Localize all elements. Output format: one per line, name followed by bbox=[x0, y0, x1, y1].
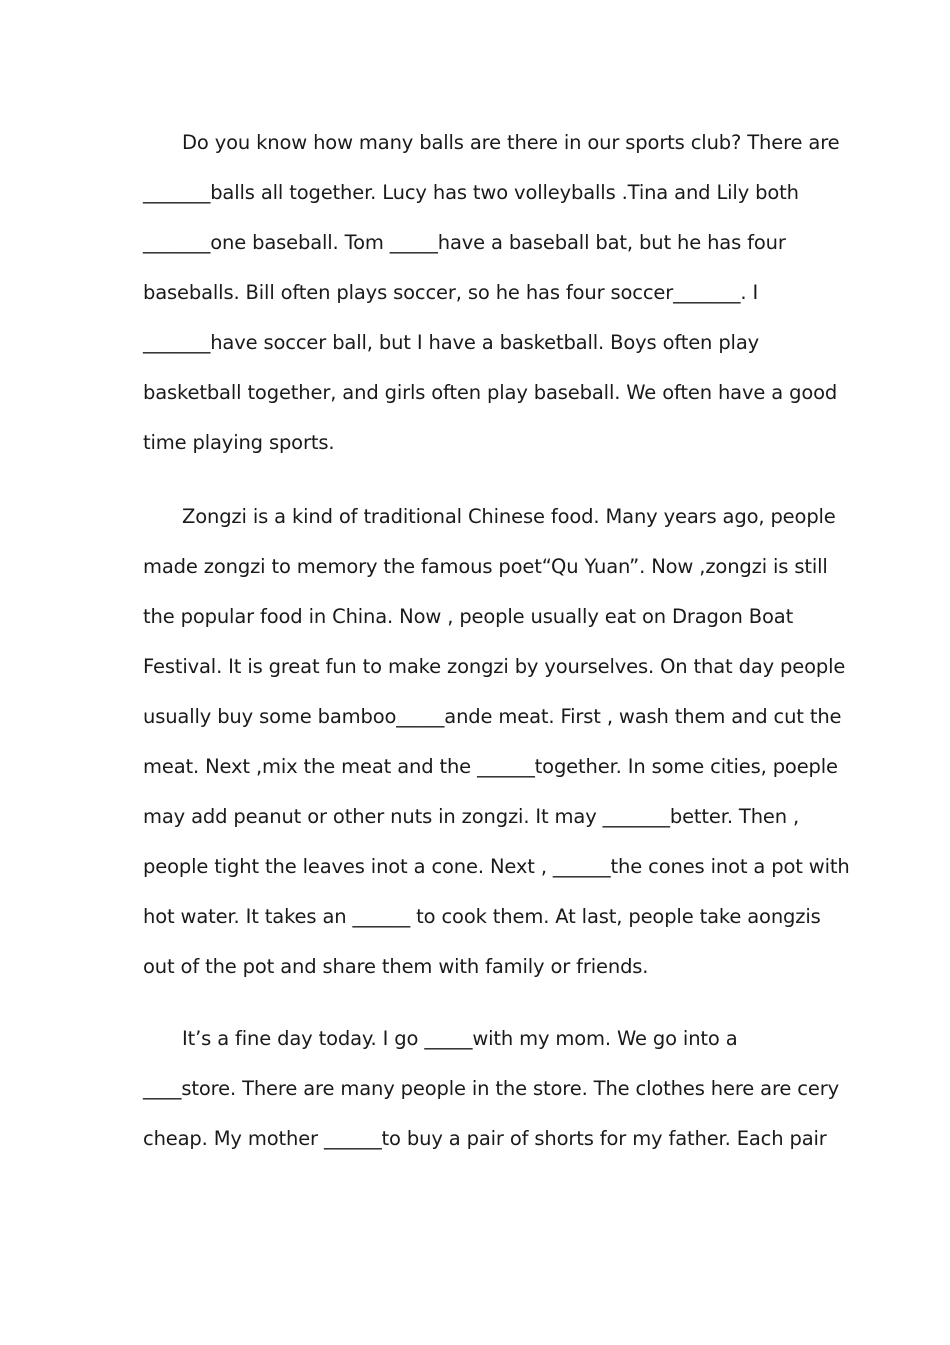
paragraph-shopping bbox=[143, 1014, 843, 1164]
text-line: meat. Next ,mix the meat and the ______together. In some cities, poeple bbox=[143, 755, 838, 778]
text-line: Festival. It is great fun to make zongzi by yourselves. On that day people bbox=[143, 655, 846, 678]
paragraph-sports-club bbox=[143, 118, 843, 468]
text-line: _______have soccer ball, but I have a basketball. Boys often play bbox=[143, 331, 760, 354]
text-line: basketball together, and girls often play baseball. We often have a good bbox=[143, 381, 838, 404]
text-line: time playing sports. bbox=[143, 431, 335, 454]
text-line: usually buy some bamboo_____ande meat. First , wash them and cut the bbox=[143, 705, 842, 728]
text-line: may add peanut or other nuts in zongzi. It may _______better. Then , bbox=[143, 805, 800, 828]
text-line: Zongzi is a kind of traditional Chinese food. Many years ago, people bbox=[182, 505, 836, 528]
text-line: _______one baseball. Tom _____have a baseball bat, but he has four bbox=[143, 231, 786, 254]
text-line: It’s a fine day today. I go _____with my mom. We go into a bbox=[182, 1027, 738, 1050]
text-line: people tight the leaves inot a cone. Next , ______the cones inot a pot with bbox=[143, 855, 850, 878]
text-line: Do you know how many balls are there in our sports club? There are bbox=[182, 131, 840, 154]
text-line: hot water. It takes an ______ to cook them. At last, people take aongzis bbox=[143, 905, 821, 928]
text-line: baseballs. Bill often plays soccer, so he has four soccer_______. I bbox=[143, 281, 759, 304]
text-line: ____store. There are many people in the store. The clothes here are cery bbox=[143, 1077, 839, 1100]
text-line: _______balls all together. Lucy has two volleyballs .Tina and Lily both bbox=[143, 181, 799, 204]
text-line: cheap. My mother ______to buy a pair of shorts for my father. Each pair bbox=[143, 1127, 827, 1150]
text-line: the popular food in China. Now , people usually eat on Dragon Boat bbox=[143, 605, 794, 628]
text-line: made zongzi to memory the famous poet“Qu Yuan”. Now ,zongzi is still bbox=[143, 555, 828, 578]
paragraph-zongzi bbox=[143, 492, 850, 992]
text-line: out of the pot and share them with family or friends. bbox=[143, 955, 649, 978]
